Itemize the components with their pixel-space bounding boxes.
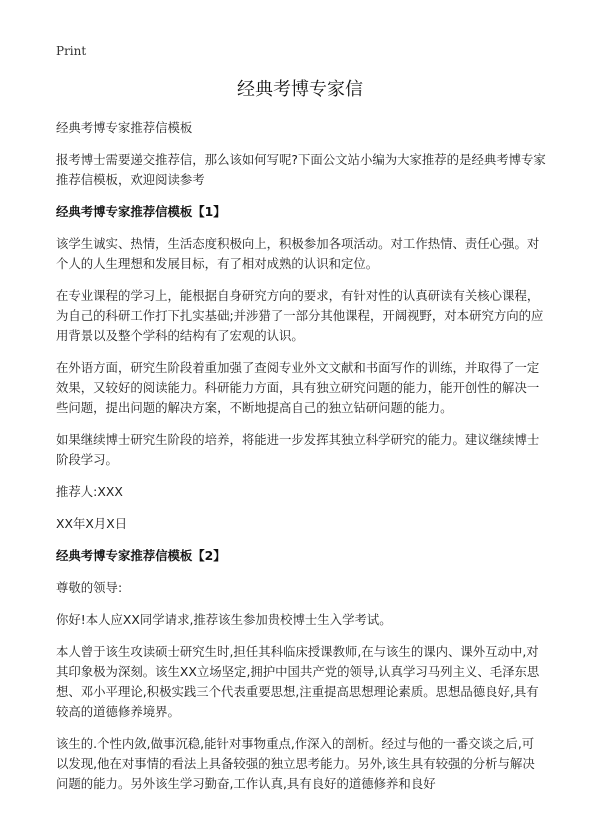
letter2-paragraph-1: 你好!本人应XX同学请求,推荐该生参加贵校博士生入学考试。 (56, 612, 392, 627)
letter2-paragraph-2: 本人曾于该生攻读硕士研究生时,担任其科临床授课教师,在与该生的课内、课外互动中,对其印象极为深刻。该生XX立场坚定,拥护中国共产党的领导,认真学习马列主义、毛泽东思想、邓小平理论,积极实践三个代表重要思想,注重提高思想理论素质。思想品德良好,具有较高的道德修养境界。 (56, 644, 540, 719)
letter1-paragraph-2: 在专业课程的学习上，能根据自身研究方向的要求，有针对性的认真研读有关核心课程，为自己的科研工作打下扎实基础;并涉猎了一部分其他课程，开阔视野，对本研究方向的应用背景以及整个学科的结构有了宏观的认识。 (56, 288, 544, 343)
letter1-paragraph-4: 如果继续博士研究生阶段的培养，将能进一步发挥其独立科学研究的能力。建议继续博士阶段学习。 (56, 432, 540, 467)
intro-paragraph: 报考博士需要递交推荐信，那么该如何写呢?下面公文站小编为大家推荐的是经典考博专家推荐信模板，欢迎阅读参考 (56, 152, 546, 187)
document-title: 经典考博专家信 (237, 79, 363, 100)
letter1-paragraph-3: 在外语方面，研究生阶段着重加强了查阅专业外文文献和书面写作的训练，并取得了一定效果，又较好的阅读能力。科研能力方面，具有独立研究问题的能力，能开创性的解决一些问题，提出问题的解决方案，不断地提高自己的独立钻研问题的能力。 (56, 360, 540, 415)
letter2-paragraph-3: 该生的.个性内敛,做事沉稳,能针对事物重点,作深入的剖析。经过与他的一番交谈之后,可以发现,他在对事情的看法上具备较强的独立思考能力。另外,该生具有较强的分析与解决问题的能力。另外该生学习勤奋,工作认真,具有良好的道德修养和良好 (56, 736, 535, 791)
letter1-heading: 经典考博专家推荐信模板【1】 (56, 204, 226, 219)
letter1-date: XX年X月X日 (56, 516, 128, 531)
letter1-signature: 推荐人:XXX (56, 484, 123, 499)
letter2-salutation: 尊敬的领导: (56, 580, 123, 595)
document-body (56, 118, 546, 806)
print-link[interactable]: Print (56, 44, 87, 58)
letter2-heading: 经典考博专家推荐信模板【2】 (56, 548, 226, 563)
intro-title: 经典考博专家推荐信模板 (56, 120, 193, 135)
letter1-paragraph-1: 该学生诚实、热情，生活态度积极向上，积极参加各项活动。对工作热情、责任心强。对个人的人生理想和发展目标，有了相对成熟的认识和定位。 (56, 236, 540, 271)
